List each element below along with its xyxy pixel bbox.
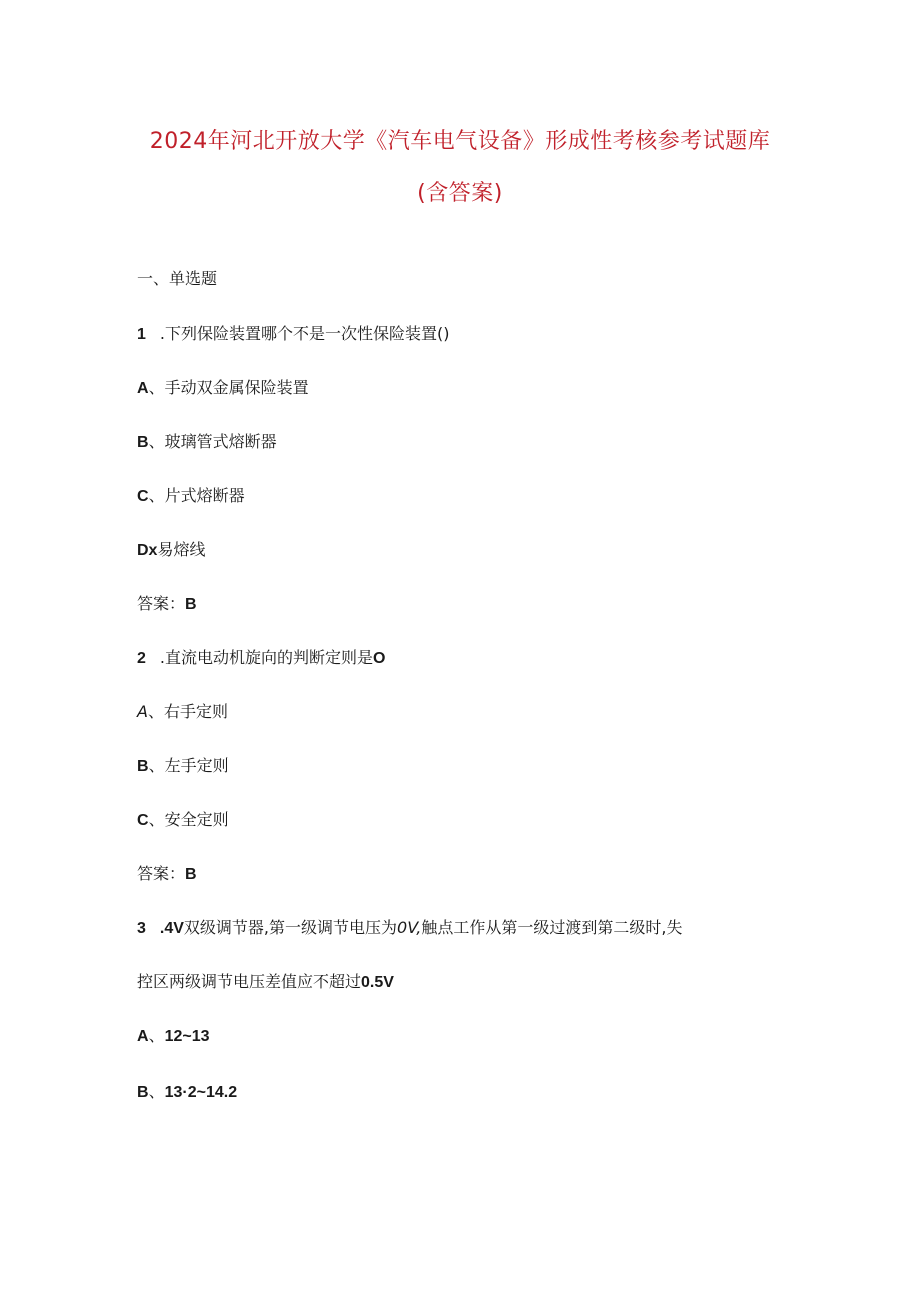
question-text: 控区两级调节电压差值应不超过 — [137, 972, 362, 991]
question-text: .直流电动机旋向的判断定则是 — [159, 648, 373, 667]
option-text: 13·2~14.2 — [164, 1084, 238, 1101]
option-text: 、左手定则 — [148, 756, 229, 775]
answer-label: 答案： — [137, 864, 186, 883]
option-text: 易熔线 — [157, 540, 206, 559]
option-label: A — [137, 1028, 149, 1045]
option-text: 、手动双金属保险装置 — [148, 378, 309, 397]
question-text-post: 触点工作从第一级过渡到第二级时,失 — [421, 918, 683, 937]
question-text-voltage: 0V, — [397, 918, 422, 937]
option-label: A — [137, 702, 148, 721]
question-number: 1 — [137, 326, 146, 343]
option-b — [137, 1082, 237, 1103]
option-b — [137, 756, 229, 777]
option-text: 、右手定则 — [147, 702, 228, 721]
option-label: B — [137, 1084, 149, 1101]
answer-2 — [137, 864, 197, 885]
answer-value: B — [185, 866, 197, 883]
question-text: .下列保险装置哪个不是一次性保险装置() — [159, 324, 450, 343]
option-b — [137, 432, 277, 453]
option-label: Dx — [137, 542, 158, 559]
option-text: 12~13 — [164, 1028, 210, 1045]
option-d — [137, 540, 205, 561]
question-1 — [137, 324, 449, 345]
question-3 — [137, 918, 682, 939]
option-label: B — [137, 434, 149, 451]
option-text: 、片式熔断器 — [148, 486, 245, 505]
question-text: 双级调节器,第一级调节电压为 — [183, 918, 398, 937]
question-text-pre: .4V — [159, 920, 184, 937]
document-subtitle: (含答案) — [417, 181, 503, 206]
option-label: B — [137, 758, 149, 775]
option-sep: 、 — [148, 1026, 165, 1045]
option-text: 、玻璃管式熔断器 — [148, 432, 277, 451]
answer-1 — [137, 594, 197, 615]
option-a — [137, 378, 309, 399]
question-3-continued — [137, 972, 394, 993]
answer-label: 答案： — [137, 594, 186, 613]
document-title: 2024年河北开放大学《汽车电气设备》形成性考核参考试题库 — [149, 129, 771, 154]
option-label: C — [137, 488, 149, 505]
question-2 — [137, 648, 385, 669]
question-text-tail: O — [373, 650, 386, 667]
option-label: A — [137, 380, 149, 397]
section-heading: 一、单选题 — [137, 269, 218, 288]
question-number: 2 — [137, 650, 146, 667]
option-c — [137, 810, 229, 831]
option-c — [137, 486, 245, 507]
question-number: 3 — [137, 920, 146, 937]
option-a — [137, 702, 228, 722]
option-a — [137, 1026, 210, 1047]
option-label: C — [137, 812, 149, 829]
option-sep: 、 — [148, 1082, 165, 1101]
question-text-value: 0.5V — [361, 974, 394, 991]
option-text: 、安全定则 — [148, 810, 229, 829]
answer-value: B — [185, 596, 197, 613]
